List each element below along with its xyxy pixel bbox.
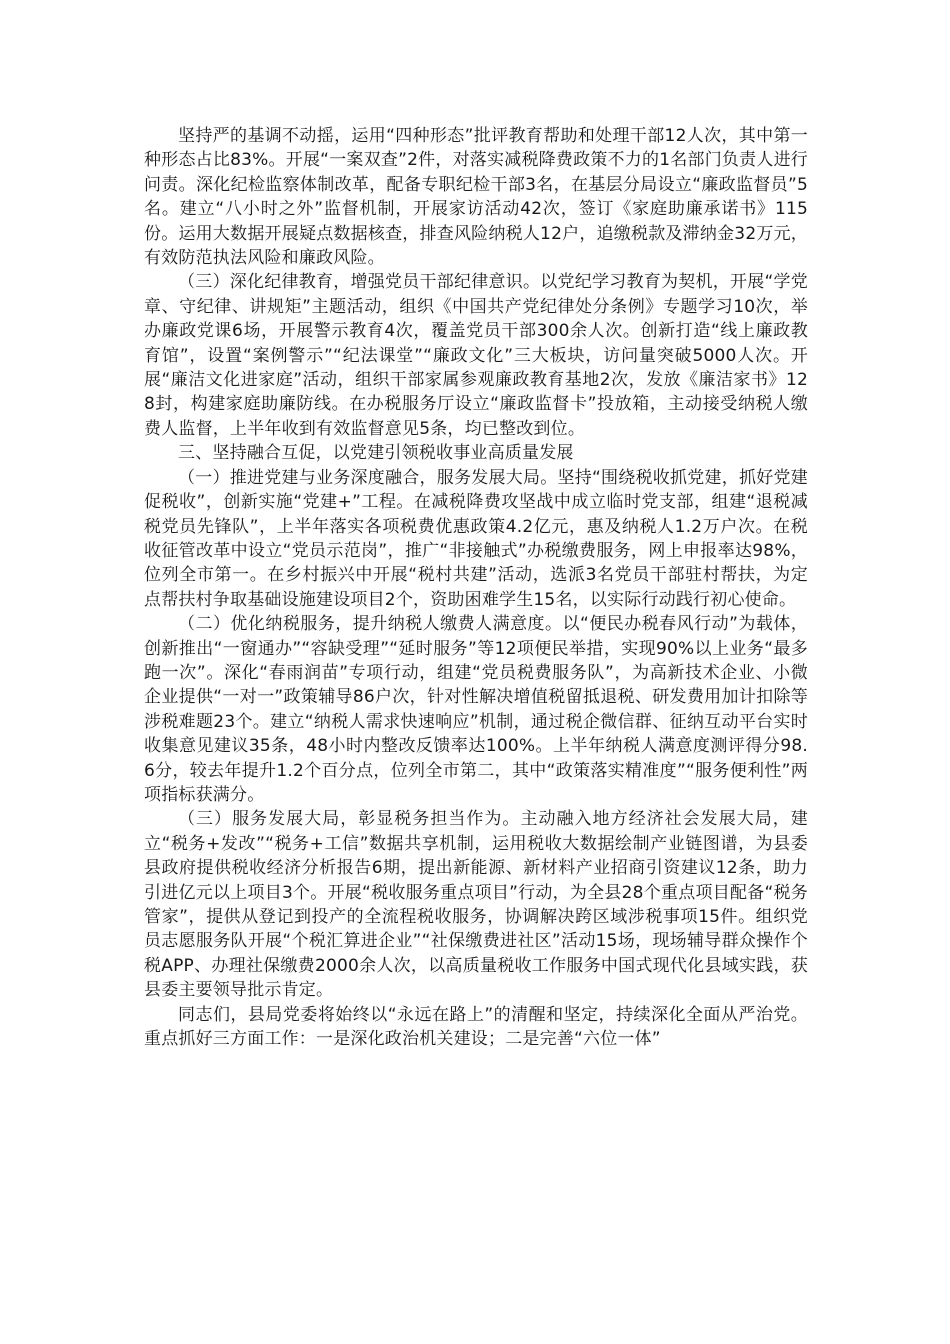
section-heading-three: 三、坚持融合互促，以党建引领税收事业高质量发展	[178, 443, 574, 464]
paragraph-closing: 同志们，县局党委将始终以“永远在路上”的清醒和坚定，持续深化全面从严治党。重点抓好三方面工作：一是深化政治机关建设；二是完善“六位一体”	[144, 1004, 808, 1050]
document-body	[144, 124, 808, 1051]
paragraph-supervision: 坚持严的基调不动摇，运用“四种形态”批评教育帮助和处理干部12人次，其中第一种形态占比83%。开展“一案双查”2件，对落实减税降费政策不力的1名部门负责人进行问责。深化纪检监察体制改革，配备专职纪检干部3名，在基层分局设立“廉政监督员”5名。建立“八小时之外”监督机制，开展家访活动42次，签订《家庭助廉承诺书》115份。运用大数据开展疑点数据核查，排查风险纳税人12户，追缴税款及滞纳金32万元，有效防范执法风险和廉政风险。	[144, 126, 808, 269]
paragraph-tax-service: （二）优化纳税服务，提升纳税人缴费人满意度。以“便民办税春风行动”为载体，创新推出“一窗通办”“容缺受理”“延时服务”等12项便民举措，实现90%以上业务“最多跑一次”。深化“春雨润苗”专项行动，组建“党员税费服务队”，为高新技术企业、小微企业提供“一对一”政策辅导86户次，针对性解决增值税留抵退税、研发费用加计扣除等涉税难题23个。建立“纳税人需求快速响应”机制，通过税企微信群、征纳互动平台实时收集意见建议35条，48小时内整改反馈率达100%。上半年纳税人满意度测评得分98.6分，较去年提升1.2个百分点，位列全市第二，其中“政策落实精准度”“服务便利性”两项指标获满分。	[144, 614, 808, 805]
paragraph-discipline-education: （三）深化纪律教育，增强党员干部纪律意识。以党纪学习教育为契机，开展“学党章、守纪律、讲规矩”主题活动，组织《中国共产党纪律处分条例》专题学习10次，举办廉政党课6场，开展警示教育4次，覆盖党员干部300余人次。创新打造“线上廉政教育馆”，设置“案例警示”“纪法课堂”“廉政文化”三大板块，访问量突破5000人次。开展“廉洁文化进家庭”活动，组织干部家属参观廉政教育基地2次，发放《廉洁家书》128封，构建家庭助廉防线。在办税服务厅设立“廉政监督卡”投放箱，主动接受纳税人缴费人监督，上半年收到有效监督意见5条，均已整改到位。	[144, 272, 808, 439]
paragraph-serve-development: （三）服务发展大局，彰显税务担当作为。主动融入地方经济社会发展大局，建立“税务+发改”“税务+工信”数据共享机制，运用税收大数据绘制产业链图谱，为县委县政府提供税收经济分析报告6期，提出新能源、新材料产业招商引资建议12条，助力引进亿元以上项目3个。开展“税收服务重点项目”行动，为全县28个重点项目配备“税务管家”，提供从登记到投产的全流程税收服务，协调解决跨区域涉税事项15件。组织党员志愿服务队开展“个税汇算进企业”“社保缴费进社区”活动15场，现场辅导群众操作个税APP、办理社保缴费2000余人次，以高质量税收工作服务中国式现代化县域实践，获县委主要领导批示肯定。	[144, 809, 808, 1001]
paragraph-party-business-integration: （一）推进党建与业务深度融合，服务发展大局。坚持“围绕税收抓党建，抓好党建促税收”，创新实施“党建+”工程。在减税降费攻坚战中成立临时党支部，组建“退税减税党员先锋队”，上半年落实各项税费优惠政策4.2亿元，惠及纳税人1.2万户次。在税收征管改革中设立“党员示范岗”，推广“非接触式”办税缴费服务，网上申报率达98%，位列全市第一。在乡村振兴中开展“税村共建”活动，选派3名党员干部驻村帮扶，为定点帮扶村争取基础设施建设项目2个，资助困难学生15名，以实际行动践行初心使命。	[144, 467, 808, 610]
